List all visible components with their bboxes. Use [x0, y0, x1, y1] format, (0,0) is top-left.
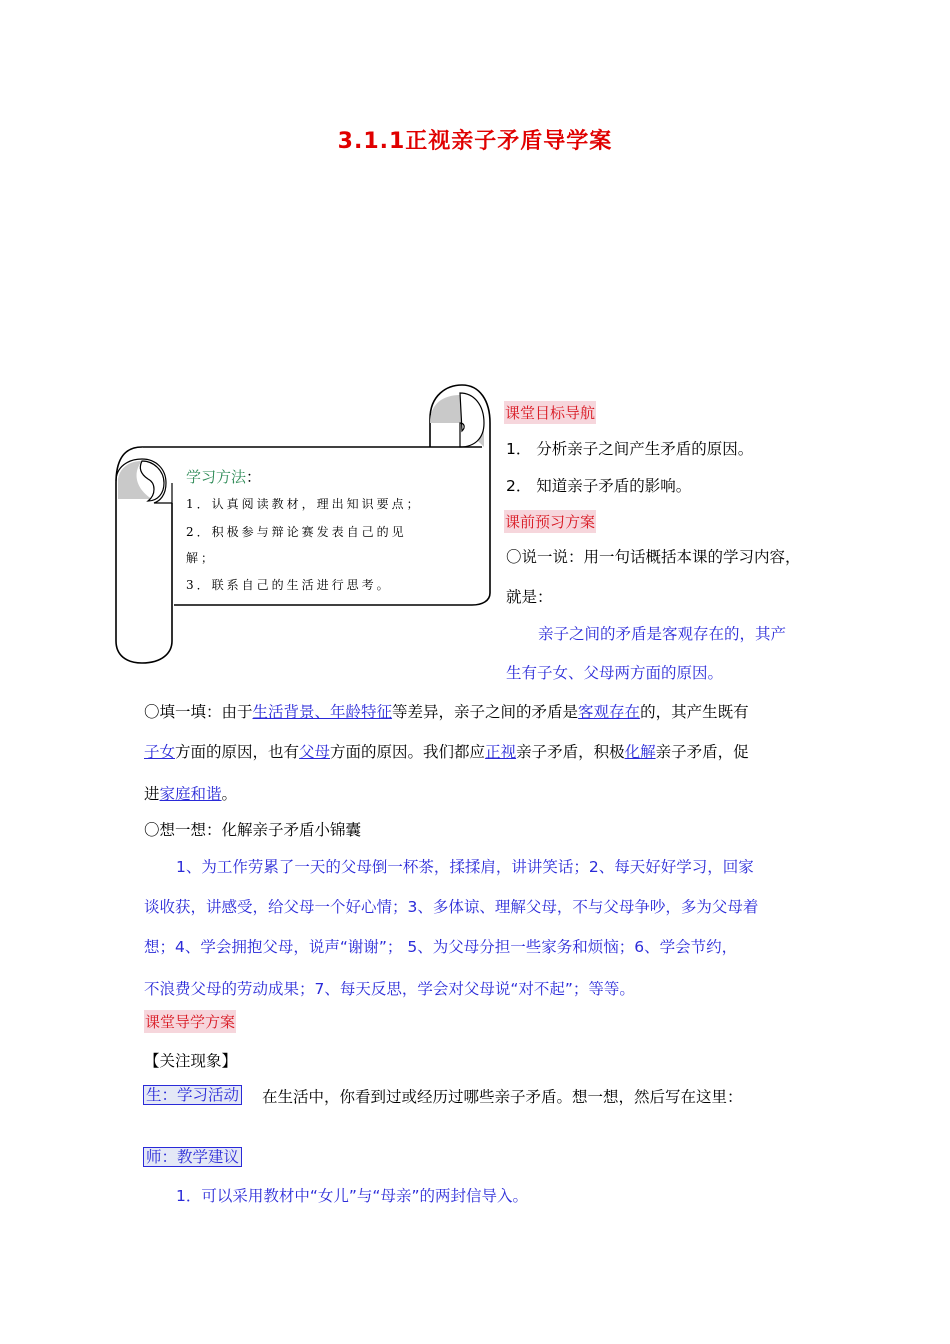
student-activity-label: 生：学习活动	[143, 1085, 242, 1105]
student-activity-text: 在生活中，你看到过或经历过哪些亲子矛盾。想一想，然后写在这里：	[262, 1088, 743, 1106]
method-item: 1．认真阅读教材，理出知识要点；	[186, 497, 422, 511]
preview-label: 课前预习方案	[504, 510, 596, 533]
fill-answer: 化解	[624, 743, 656, 761]
fill-line: 进家庭和谐。	[144, 785, 238, 803]
say-answer: 亲子之间的矛盾是客观存在的，其产	[538, 625, 787, 643]
fill-answer: 子女	[144, 743, 176, 761]
guide-label: 课堂导学方案	[144, 1010, 236, 1033]
fill-answer: 客观存在	[578, 703, 641, 721]
scroll-frame	[112, 383, 494, 665]
goal-item: 1． 分析亲子之间产生矛盾的原因。	[506, 440, 754, 458]
teacher-suggestion-text: 1．可以采用教材中“女儿”与“母亲”的两封信导入。	[176, 1187, 528, 1205]
think-line: 1、为工作劳累了一天的父母倒一杯茶，揉揉肩，讲讲笑话；2、每天好好学习，回家	[176, 858, 754, 876]
say-line: 就是：	[506, 588, 553, 606]
study-method-title: 学习方法：	[186, 468, 262, 486]
teacher-suggestion-label: 师：教学建议	[143, 1147, 242, 1167]
think-line: 想；4、学会拥抱父母，说声“谢谢”； 5、为父母分担一些家务和烦恼；6、学会节约，	[144, 938, 738, 956]
fill-answer: 生活背景、年龄特征	[252, 703, 393, 721]
think-line: 不浪费父母的劳动成果；7、每天反思，学会对父母说“对不起”；等等。	[144, 980, 635, 998]
method-item: 3．联系自己的生活进行思考。	[186, 578, 392, 592]
fill-line: 〇填一填：由于生活背景、年龄特征等差异，亲子之间的矛盾是客观存在的，其产生既有	[144, 703, 749, 721]
say-answer: 生有子女、父母两方面的原因。	[506, 664, 724, 682]
goals-label: 课堂目标导航	[504, 401, 596, 424]
fill-answer: 正视	[485, 743, 517, 761]
fill-line: 子女方面的原因，也有父母方面的原因。我们都应正视亲子矛盾，积极化解亲子矛盾，促	[144, 743, 749, 761]
think-heading: 〇想一想：化解亲子矛盾小锦囊	[144, 821, 362, 839]
goal-item: 2． 知道亲子矛盾的影响。	[506, 477, 692, 495]
focus-heading: 【关注现象】	[144, 1052, 238, 1070]
method-item: 2．积极参与辩论赛发表自己的见	[186, 525, 407, 539]
say-line: 〇说一说：用一句话概括本课的学习内容，	[506, 548, 801, 566]
method-item: 解；	[186, 551, 217, 565]
think-line: 谈收获，讲感受，给父母一个好心情；3、多体谅、理解父母，不与父母争吵，多为父母着	[144, 898, 759, 916]
fill-answer: 父母	[299, 743, 331, 761]
page-title: 3.1.1正视亲子矛盾导学案	[337, 129, 613, 154]
fill-answer: 家庭和谐	[159, 785, 222, 803]
